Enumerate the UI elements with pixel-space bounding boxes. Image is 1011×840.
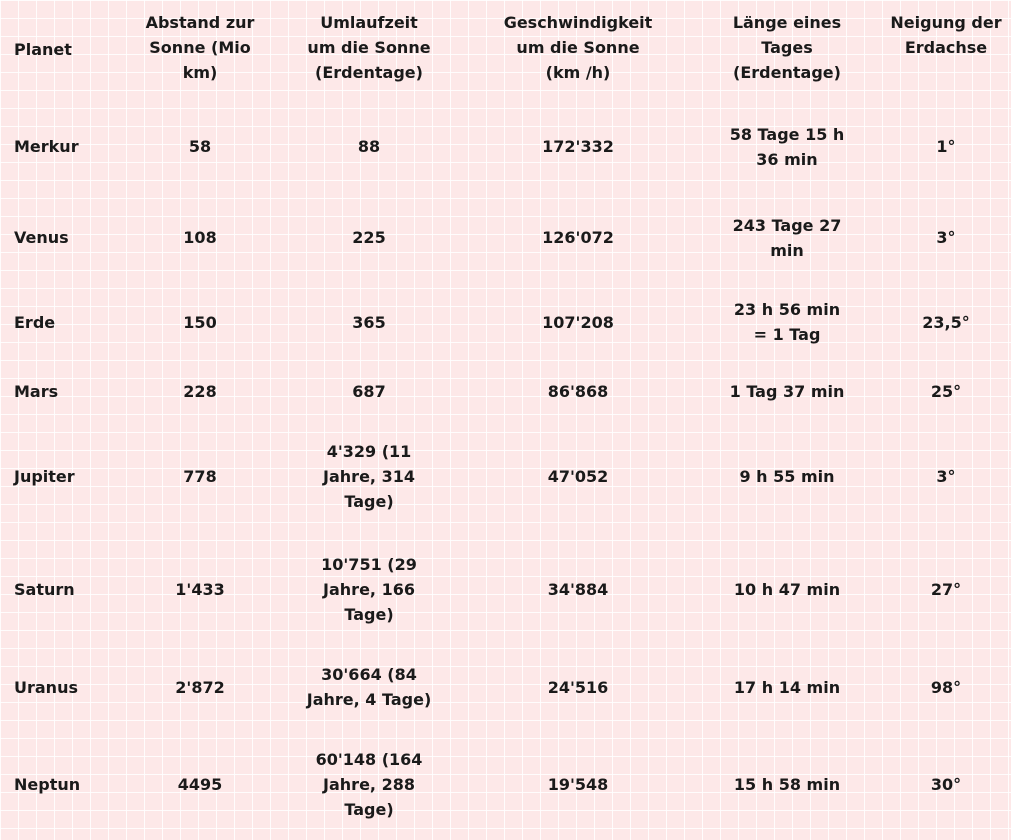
header-day-length: Länge eines Tages (Erdentage)	[732, 13, 842, 82]
header-planet: Planet	[14, 39, 72, 59]
cell-orbit-period: 30'664 (84 Jahre, 4 Tage)	[306, 665, 432, 709]
cell-planet: Saturn	[14, 579, 75, 599]
cell-planet: Erde	[14, 312, 56, 332]
table-row	[0, 280, 1011, 364]
cell-orbit-speed: 47'052	[547, 466, 609, 486]
cell-distance: 2'872	[175, 677, 225, 697]
table-row	[0, 364, 1011, 419]
cell-orbit-period: 365	[352, 312, 386, 332]
header-orbit-speed: Geschwindigkeit um die Sonne (km /h)	[503, 13, 653, 82]
cell-day-length: 9 h 55 min	[739, 466, 835, 486]
cell-planet: Neptun	[14, 775, 81, 794]
cell-axial-tilt: 30°	[930, 775, 962, 794]
cell-planet: Mars	[14, 382, 59, 401]
cell-orbit-speed: 19'548	[547, 775, 609, 794]
cell-orbit-period: 225	[352, 228, 386, 247]
cell-axial-tilt: 3°	[936, 228, 956, 247]
cell-day-length: 243 Tage 27 min	[732, 215, 842, 260]
cell-day-length: 10 h 47 min	[733, 579, 841, 599]
cell-orbit-period: 88	[357, 137, 381, 156]
cell-orbit-period: 10'751 (29 Jahre, 166 Tage)	[321, 554, 417, 624]
table-row	[0, 645, 1011, 729]
cell-orbit-speed: 107'208	[542, 312, 614, 332]
cell-axial-tilt: 3°	[936, 466, 956, 486]
header-distance: Abstand zur Sonne (Mio km)	[145, 13, 255, 82]
cell-distance: 58	[188, 137, 212, 156]
cell-orbit-period: 4'329 (11 Jahre, 314 Tage)	[323, 441, 415, 511]
table-header-row	[0, 0, 1011, 98]
table-row	[0, 195, 1011, 280]
cell-orbit-period: 687	[352, 382, 386, 401]
cell-distance: 1'433	[175, 579, 225, 599]
cell-axial-tilt: 1°	[936, 137, 956, 156]
cell-planet: Uranus	[14, 677, 78, 697]
cell-distance: 108	[183, 228, 217, 247]
cell-distance: 778	[183, 466, 217, 486]
table-row	[0, 98, 1011, 195]
table-row	[0, 533, 1011, 645]
cell-distance: 228	[183, 382, 217, 401]
cell-orbit-speed: 172'332	[542, 137, 614, 156]
header-orbit-period: Umlaufzeit um die Sonne (Erdentage)	[307, 13, 431, 82]
cell-orbit-period: 60'148 (164 Jahre, 288 Tage)	[315, 750, 423, 819]
header-axial-tilt: Neigung der Erdachse	[890, 13, 1002, 57]
cell-distance: 4495	[177, 775, 223, 794]
cell-day-length: 15 h 58 min	[733, 775, 841, 794]
cell-orbit-speed: 34'884	[547, 579, 609, 599]
cell-distance: 150	[183, 312, 217, 332]
cell-planet: Venus	[14, 228, 69, 247]
cell-axial-tilt: 25°	[930, 382, 962, 401]
cell-day-length: 58 Tage 15 h 36 min	[729, 124, 845, 169]
cell-planet: Merkur	[14, 137, 79, 156]
cell-orbit-speed: 86'868	[547, 382, 609, 401]
table-row	[0, 419, 1011, 533]
cell-axial-tilt: 27°	[930, 579, 962, 599]
cell-orbit-speed: 126'072	[542, 228, 614, 247]
cell-axial-tilt: 23,5°	[922, 312, 970, 332]
cell-day-length: 1 Tag 37 min	[729, 382, 845, 401]
cell-orbit-speed: 24'516	[547, 677, 609, 697]
table-row	[0, 729, 1011, 840]
cell-day-length: 17 h 14 min	[733, 677, 841, 697]
cell-day-length: 23 h 56 min = 1 Tag	[733, 300, 841, 344]
cell-planet: Jupiter	[14, 466, 75, 486]
cell-axial-tilt: 98°	[930, 677, 962, 697]
